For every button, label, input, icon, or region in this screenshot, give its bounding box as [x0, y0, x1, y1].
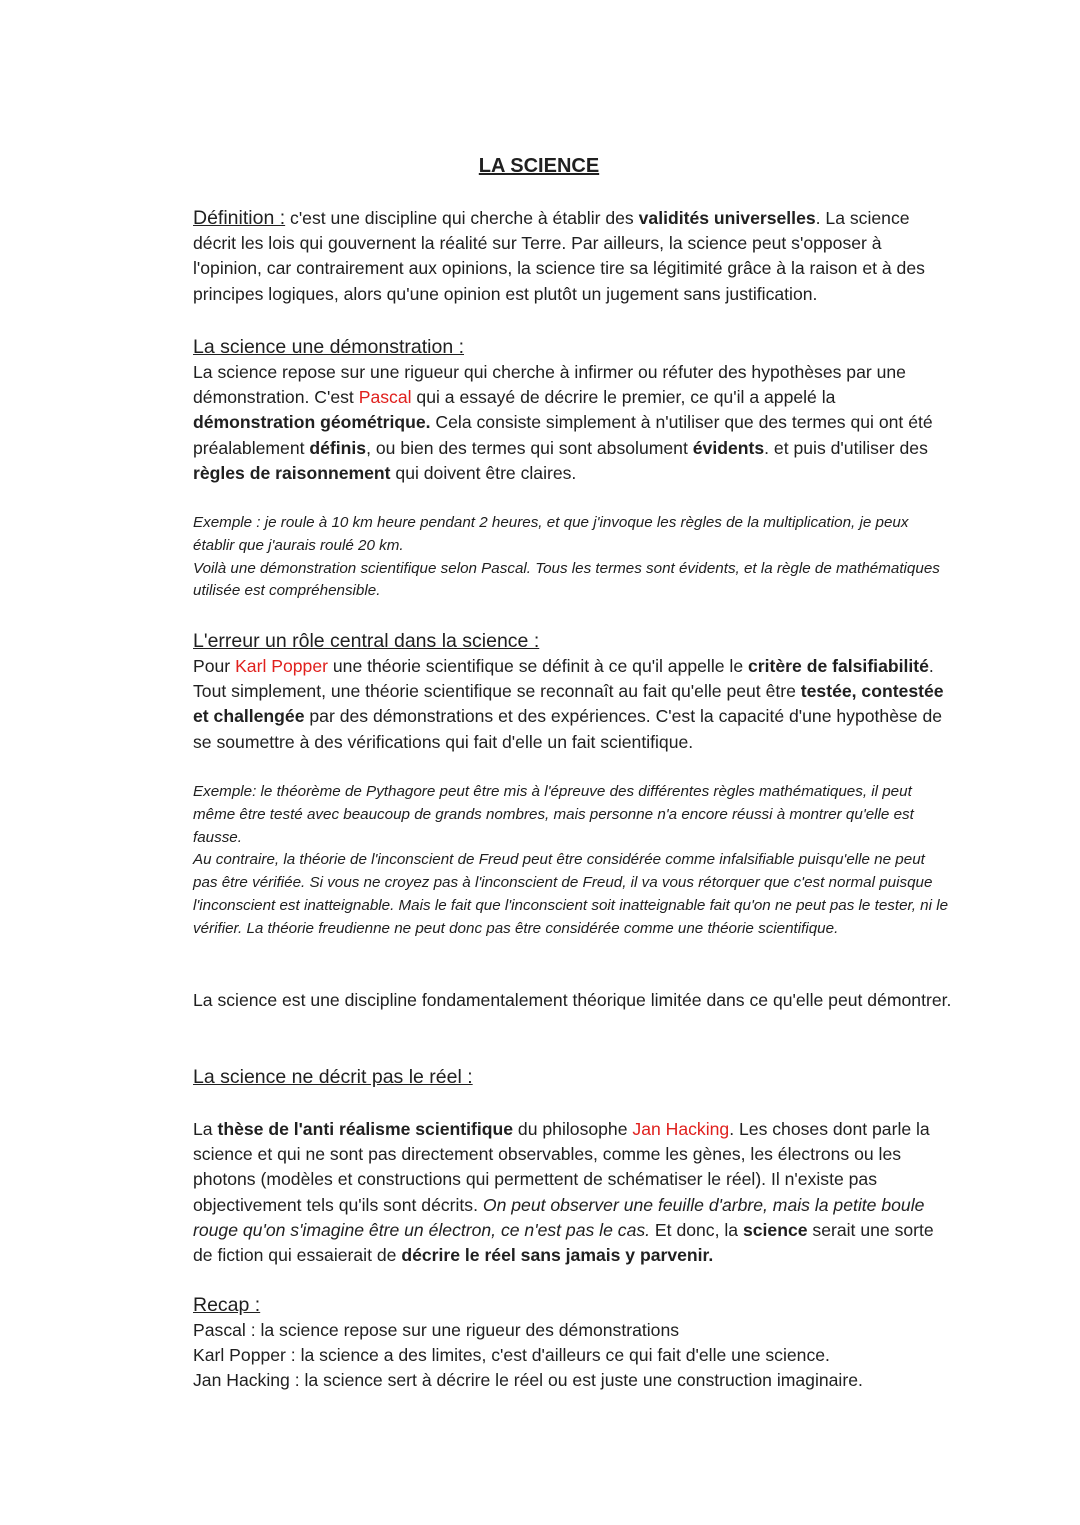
example-text: Exemple: le théorème de Pythagore peut être mis à l'épreuve des différentes règles mathématiques, il peut même être testé avec beaucoup de grands nombres, mais personne n'a encore réussi à montrer qu'elle est fausse.	[193, 783, 914, 846]
bold-term: définis	[309, 437, 367, 458]
text-run: serait une sorte de fiction qui essaierait de	[193, 1219, 934, 1266]
text-run: La	[193, 1119, 218, 1139]
demonstration-example	[193, 512, 953, 603]
text-run: du philosophe	[513, 1119, 633, 1139]
demonstration-section	[193, 335, 953, 486]
recap-line: Jan Hacking : la science sert à décrire le réel ou est juste une construction imaginaire.	[193, 1370, 863, 1391]
demonstration-paragraph	[193, 360, 953, 486]
text-run: Cela consiste simplement à n'utiliser que des termes qui ont été préalablement	[193, 412, 933, 458]
bold-term: critère de falsifiabilité	[748, 656, 929, 676]
example-text: Voilà une démonstration scientifique selon Pascal. Tous les termes sont évidents, et la règle de mathématiques utilisée est compréhensible.	[193, 559, 940, 600]
page-title: LA SCIENCE	[478, 155, 600, 177]
name-jan-hacking: Jan Hacking	[632, 1119, 730, 1139]
example-text: Exemple : je roule à 10 km heure pendant 2 heures, et que j'invoque les règles de la multiplication, je peux établir que j'aurais roulé 20 km.	[193, 514, 909, 554]
bold-term: décrire le réel sans jamais y parvenir.	[401, 1245, 714, 1266]
definition-heading: Définition :	[193, 207, 286, 229]
erreur-section	[193, 629, 953, 755]
erreur-heading: L'erreur un rôle central dans la science :	[193, 630, 540, 652]
reel-heading: La science ne décrit pas le réel :	[193, 1066, 473, 1088]
bold-term: évidents	[692, 437, 765, 458]
recap-line: Pascal : la science repose sur une rigueur des démonstrations	[193, 1320, 680, 1340]
example-text: Au contraire, la théorie de l'inconscient de Freud peut être considérée comme infalsifiable puisqu'elle ne peut pas être vérifiée. Si vous ne croyez pas à l'inconscient de Freud, il va vous rétorquer que c'est normal puisque l'inconscient est inatteignable. Mais le fait que l'inconscient soit inatteignable fait qu'on ne peut pas le tester, ni le vérifier. La théorie freudienne ne peut donc pas être considérée comme une théorie scientifique.	[193, 851, 949, 937]
text-run: une théorie scientifique se définit à ce qu'il appelle le	[327, 656, 749, 676]
bold-term: thèse de l'anti réalisme scientifique	[217, 1119, 514, 1139]
erreur-example	[193, 781, 953, 941]
text-run: qui doivent être claires.	[390, 462, 577, 483]
reel-heading-block	[193, 1065, 953, 1090]
name-pascal: Pascal	[358, 387, 412, 408]
demonstration-heading: La science une démonstration :	[193, 336, 465, 358]
bold-term: testée, contestée et challengée	[193, 681, 944, 727]
erreur-conclusion: La science est une discipline fondamentalement théorique limitée dans ce qu'elle peut démontrer.	[193, 990, 952, 1010]
italic-text: On peut observer une feuille d'arbre, mais la petite boule rouge qu'on s'imagine être un électron, ce n'est pas le cas.	[193, 1194, 925, 1240]
text-run: Pour	[193, 656, 236, 676]
text-run: La science repose sur une rigueur qui cherche à infirmer ou réfuter des hypothèses par une démonstration. C'est	[193, 362, 906, 408]
text-run: , ou bien des termes qui sont absolument	[366, 437, 693, 458]
definition-paragraph	[193, 206, 953, 307]
text-run: . La science décrit les lois qui gouvernent la réalité sur Terre. Par ailleurs, la science peut s'opposer à l'opinion, car contrairement aux opinions, la science tire sa légitimité grâce à la raison et à des principes logiques, alors qu'une opinion est plutôt un jugement sans justification.	[193, 208, 925, 304]
recap-section	[193, 1293, 953, 1394]
text-run: par des démonstrations et des expériences. C'est la capacité d'une hypothèse de se soumettre à des vérifications qui fait d'elle un fait scientifique.	[193, 706, 943, 752]
erreur-paragraph	[193, 654, 953, 755]
text-run: . et puis d'utiliser des	[764, 437, 928, 458]
bold-term: démonstration géométrique.	[193, 412, 431, 433]
name-karl-popper: Karl Popper	[235, 656, 328, 676]
bold-term: règles de raisonnement	[193, 462, 391, 483]
reel-paragraph	[193, 1117, 953, 1268]
text-run: qui a essayé de décrire le premier, ce qu'il a appelé la	[411, 387, 836, 408]
bold-term: validités universelles	[638, 208, 816, 228]
text-run: Et donc, la	[650, 1219, 743, 1240]
recap-line: Karl Popper : la science a des limites, c'est d'ailleurs ce qui fait d'elle une science.	[193, 1345, 830, 1366]
text-run: . Les choses dont parle la science et qui ne sont pas directement observables, comme les gènes, les électrons ou les photons (modèles et constructions qui permettent de schématiser le réel). Il n'existe pas objectivement tels qu'ils sont décrits.	[193, 1119, 930, 1215]
text-run: c'est une discipline qui cherche à établir des	[285, 208, 639, 228]
bold-term: science	[742, 1219, 808, 1240]
recap-heading: Recap :	[193, 1294, 261, 1316]
text-run: . Tout simplement, une théorie scientifique se reconnaît au fait qu'elle peut être	[193, 656, 934, 702]
